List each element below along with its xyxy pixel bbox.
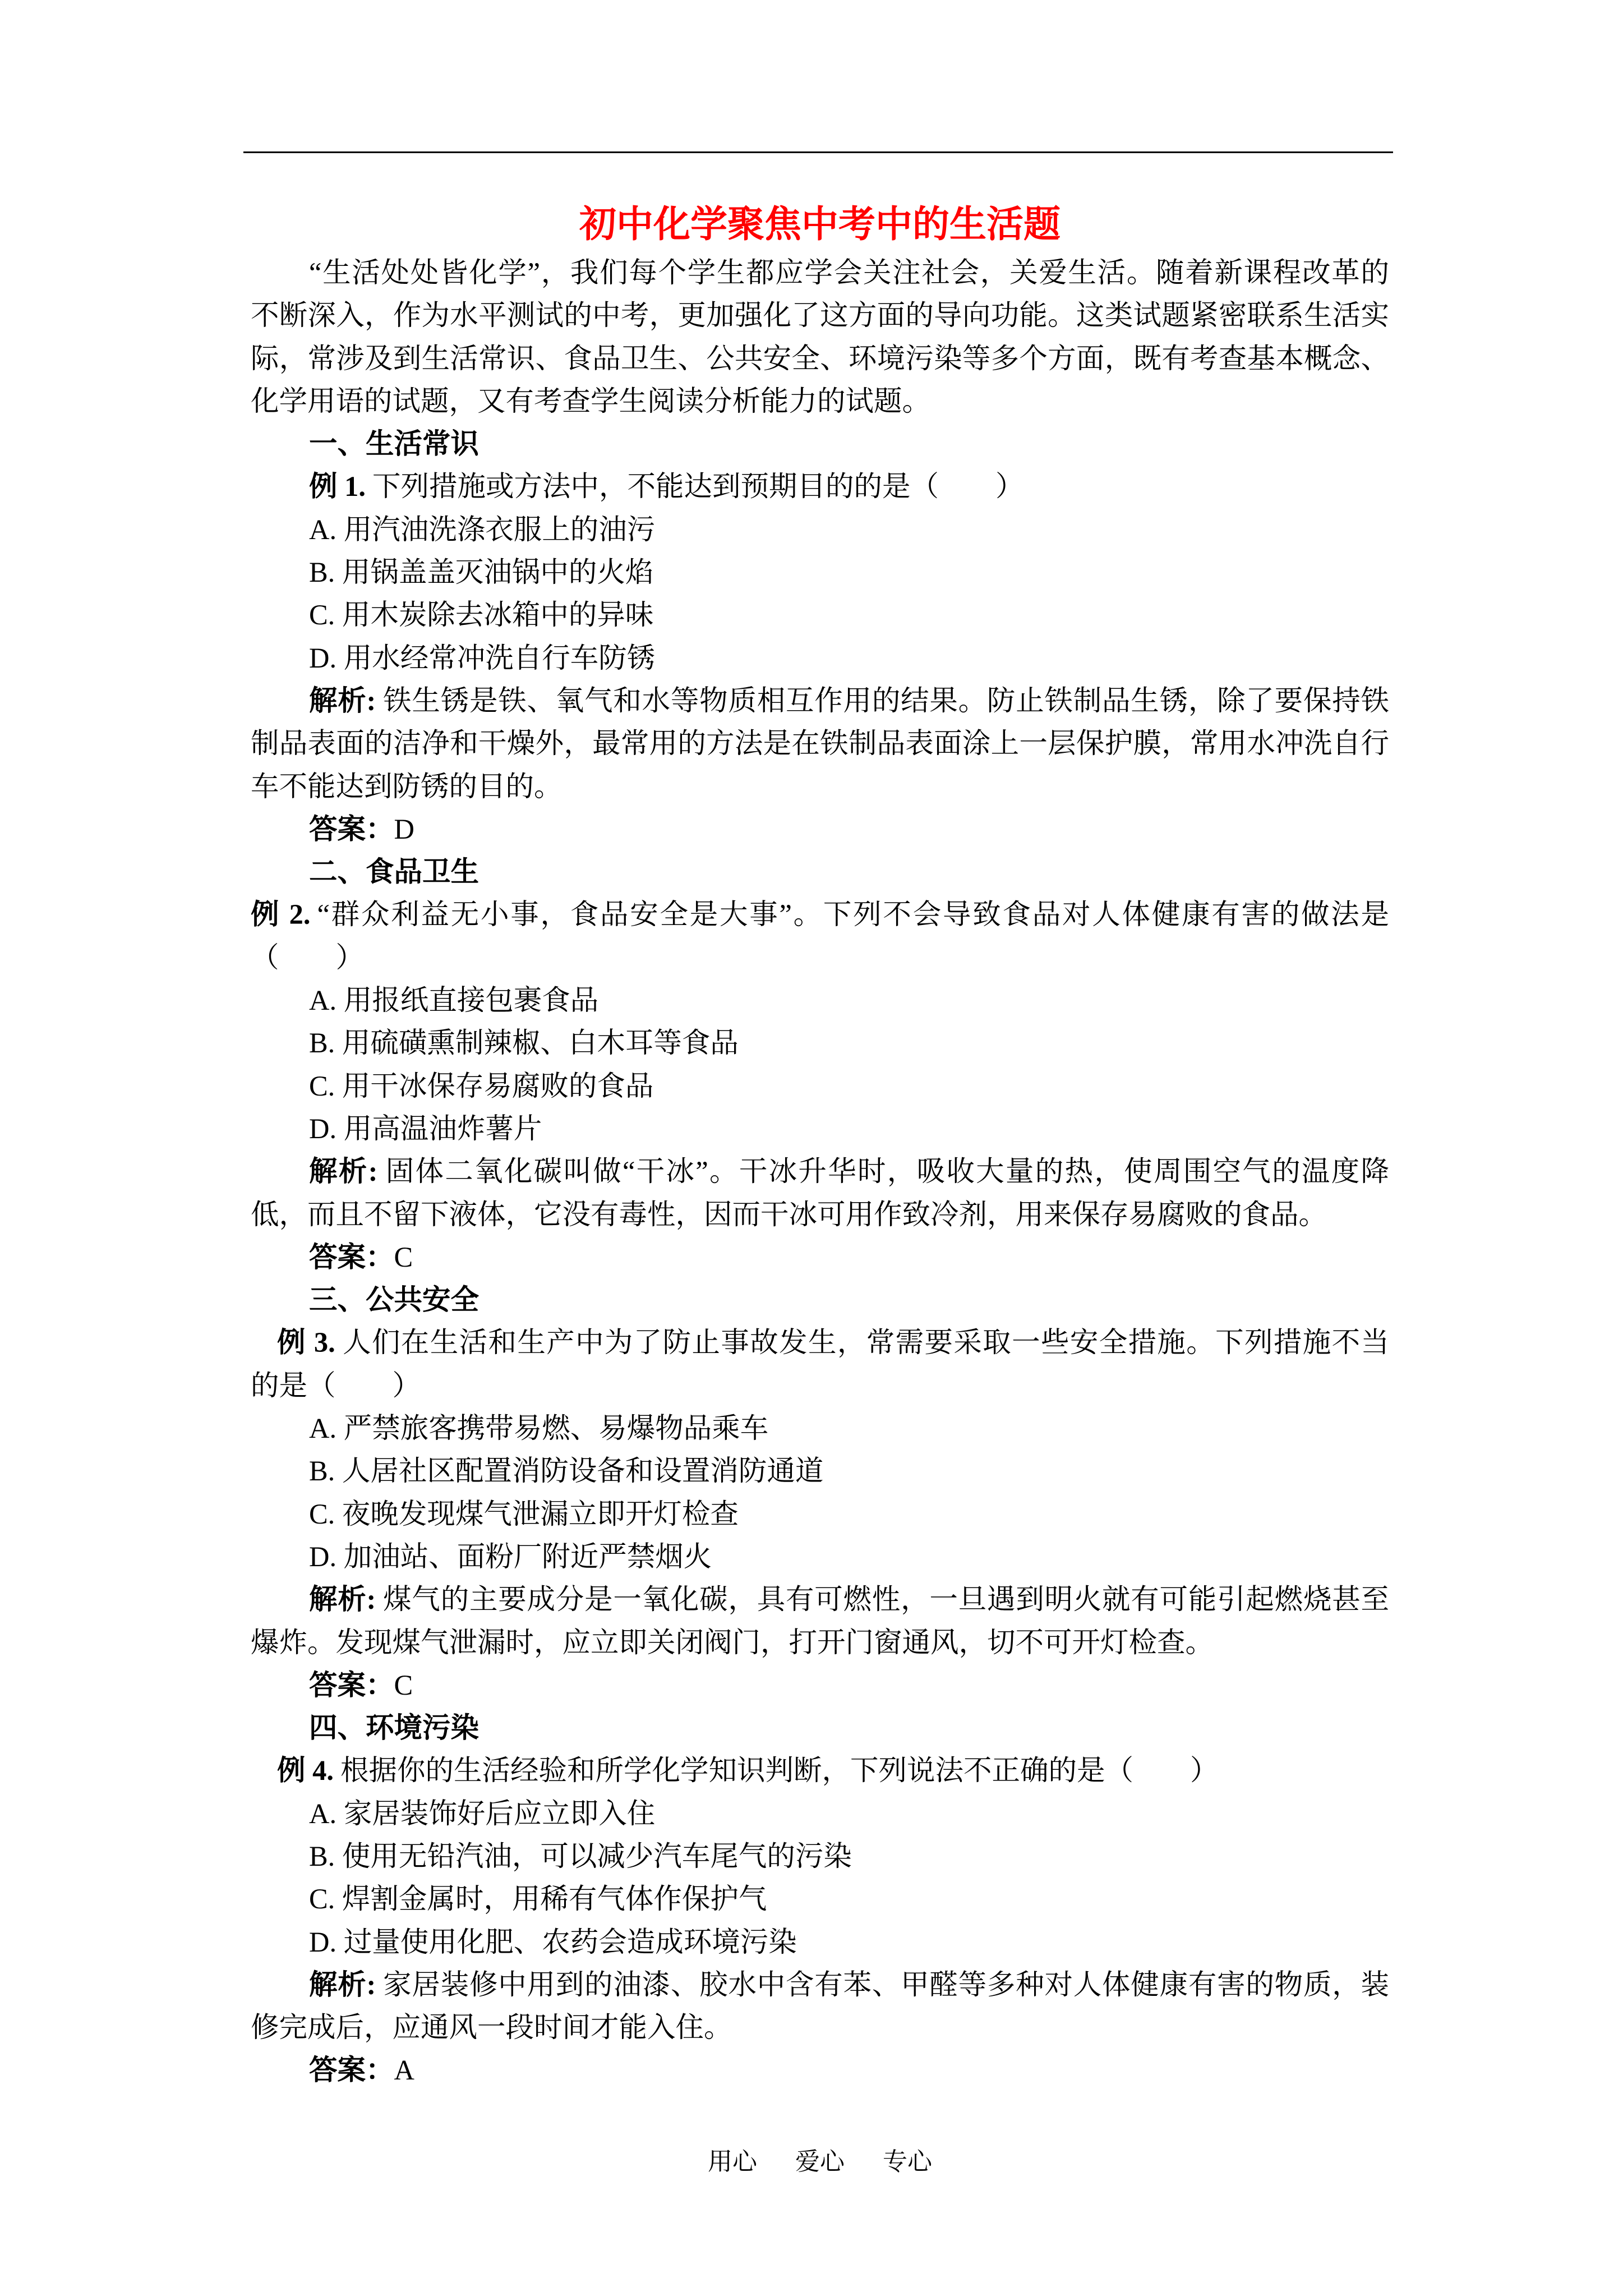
footer-motto: 专心 <box>883 2148 932 2175</box>
option-item: C. 用干冰保存易腐败的食品 <box>309 1070 654 1102</box>
analysis-line <box>251 1963 1389 2006</box>
analysis-line <box>251 1578 1389 1621</box>
analysis-line: 低，而且不留下液体，它没有毒性，因而干冰可用作致冷剂，用来保存易腐败的食品。 <box>251 1198 1327 1230</box>
page-footer <box>251 2140 1389 2184</box>
answer-label: 答案： <box>309 1669 394 1701</box>
analysis-label: 解析: <box>309 1968 376 2000</box>
footer-motto: 爱心 <box>795 2148 845 2175</box>
example-question <box>251 1321 1389 1364</box>
analysis-text: 铁生锈是铁、氧气和水等物质相互作用的结果。防止铁制品生锈，除了要保持铁 <box>382 684 1389 716</box>
option-item: D. 过量使用化肥、农药会造成环境污染 <box>309 1926 797 1958</box>
answer-value: C <box>394 1241 413 1273</box>
footer-motto: 用心 <box>708 2148 757 2175</box>
option-item: A. 严禁旅客携带易燃、易爆物品乘车 <box>309 1412 769 1444</box>
option-item: D. 用高温油炸薯片 <box>309 1112 542 1144</box>
answer-line <box>251 1664 1389 1706</box>
option-item: D. 用水经常冲洗自行车防锈 <box>309 642 656 674</box>
example-question <box>251 465 1389 508</box>
option-item: C. 用木炭除去冰箱中的异味 <box>309 599 654 631</box>
answer-value: D <box>394 813 414 845</box>
analysis-text: 家居装修中用到的油漆、胶水中含有苯、甲醛等多种对人体健康有害的物质，装 <box>382 1968 1389 2000</box>
question-text: 人们在生活和生产中为了防止事故发生，常需要采取一些安全措施。下列措施不当 <box>342 1327 1389 1359</box>
answer-value: C <box>394 1669 413 1701</box>
answer-value: A <box>394 2054 414 2086</box>
analysis-line: 爆炸。发现煤气泄漏时，应立即关闭阀门，打开门窗通风，切不可开灯检查。 <box>251 1626 1214 1658</box>
example-label: 例 1. <box>309 471 366 503</box>
option-item: A. 用汽油洗涤衣服上的油污 <box>309 513 656 545</box>
answer-line <box>251 2049 1389 2091</box>
question-text: 下列措施或方法中，不能达到预期目的的是（ ） <box>372 471 1024 503</box>
example-label: 例 2. <box>251 899 311 931</box>
analysis-label: 解析: <box>309 1584 376 1616</box>
intro-line: 化学用语的试题，又有考查学生阅读分析能力的试题。 <box>251 385 930 417</box>
option-item: B. 用硫磺熏制辣椒、白木耳等食品 <box>309 1027 739 1059</box>
section-heading: 一、生活常识 <box>309 428 479 460</box>
analysis-line: 车不能达到防锈的目的。 <box>251 770 562 802</box>
answer-label: 答案： <box>309 2054 394 2086</box>
analysis-line <box>251 679 1389 722</box>
analysis-line: 制品表面的洁净和干燥外，最常用的方法是在铁制品表面涂上一层保护膜，常用水冲洗自行 <box>251 728 1389 760</box>
analysis-line: 修完成后，应通风一段时间才能入住。 <box>251 2012 732 2044</box>
option-item: B. 用锅盖盖灭油锅中的火焰 <box>309 556 654 588</box>
option-item: B. 人居社区配置消防设备和设置消防通道 <box>309 1455 824 1487</box>
intro-line: 不断深入，作为水平测试的中考，更加强化了这方面的导向功能。这类试题紧密联系生活实 <box>251 300 1389 332</box>
answer-label: 答案： <box>309 813 394 845</box>
question-continuation: 的是（ ） <box>251 1369 421 1401</box>
example-label: 例 3. <box>277 1327 335 1359</box>
analysis-label: 解析: <box>309 684 376 716</box>
answer-line <box>251 808 1389 850</box>
section-heading: 二、食品卫生 <box>309 856 479 888</box>
analysis-text: 固体二氧化碳叫做“干冰”。干冰升华时，吸收大量的热，使周围空气的温度降 <box>384 1156 1389 1188</box>
document-body <box>251 251 1389 2092</box>
header-rule <box>243 151 1393 153</box>
analysis-label: 解析: <box>309 1156 378 1188</box>
example-label: 例 4. <box>277 1755 334 1787</box>
page-title: 初中化学聚焦中考中的生活题 <box>579 204 1061 245</box>
analysis-line <box>251 1150 1389 1193</box>
option-item: B. 使用无铅汽油，可以减少汽车尾气的污染 <box>309 1840 852 1872</box>
answer-label: 答案： <box>309 1241 394 1273</box>
answer-line <box>251 1236 1389 1278</box>
example-question <box>251 1749 1389 1792</box>
question-text: “群众利益无小事，食品安全是大事”。下列不会导致食品对人体健康有害的做法是 <box>317 899 1389 931</box>
option-item: C. 焊割金属时，用稀有气体作保护气 <box>309 1883 767 1915</box>
example-question <box>251 893 1389 936</box>
question-text: 根据你的生活经验和所学化学知识判断，下列说法不正确的是（ ） <box>340 1755 1219 1787</box>
question-continuation: （ ） <box>251 941 364 973</box>
analysis-text: 煤气的主要成分是一氧化碳，具有可燃性，一旦遇到明火就有可能引起燃烧甚至 <box>382 1584 1389 1616</box>
option-item: C. 夜晚发现煤气泄漏立即开灯检查 <box>309 1498 739 1530</box>
option-item: D. 加油站、面粉厂附近严禁烟火 <box>309 1540 712 1572</box>
option-item: A. 用报纸直接包裹食品 <box>309 984 599 1016</box>
intro-line: “生活处处皆化学”，我们每个学生都应学会关注社会，关爱生活。随着新课程改革的 <box>309 257 1389 288</box>
section-heading: 三、公共安全 <box>309 1284 479 1316</box>
intro-line: 际，常涉及到生活常识、食品卫生、公共安全、环境污染等多个方面，既有考查基本概念、 <box>251 342 1389 374</box>
option-item: A. 家居装饰好后应立即入住 <box>309 1797 656 1829</box>
section-heading: 四、环境污染 <box>309 1712 479 1744</box>
